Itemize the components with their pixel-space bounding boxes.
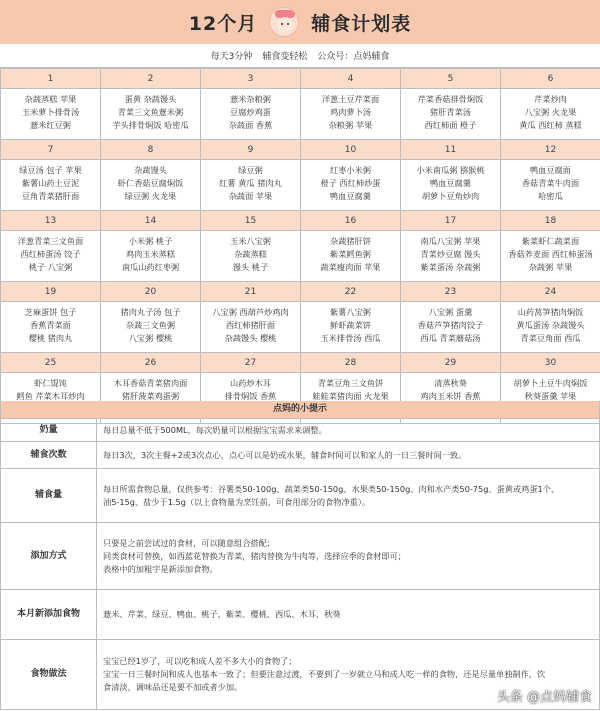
tips-heading: 点妈的小提示 bbox=[0, 401, 600, 418]
day-number: 21 bbox=[201, 282, 301, 302]
day-meals bbox=[501, 231, 600, 282]
tip-row bbox=[1, 442, 600, 469]
day-number: 5 bbox=[401, 69, 501, 89]
meal-item: 馒头 桃子 bbox=[232, 262, 269, 272]
meal-item: 杂蔬面 香蕉 bbox=[228, 120, 273, 130]
meal-item: 胡萝卜土豆牛肉焖饭 bbox=[513, 378, 588, 388]
day-number: 17 bbox=[401, 211, 501, 231]
meal-item: 蔬菜瘦肉面 苹果 bbox=[320, 262, 381, 272]
day-meals bbox=[501, 160, 600, 211]
meal-item: 猪肝菠菜鸡蛋粥 bbox=[121, 391, 180, 401]
tip-line: 每日3次，3次主餐+2或3次点心，点心可以是奶或水果，辅食时间可以和家人的一日三餐时间一致。 bbox=[103, 449, 467, 460]
tip-content bbox=[97, 523, 600, 590]
day-meals bbox=[501, 302, 600, 353]
meal-item: 豆腐炒鸡蛋 bbox=[230, 107, 271, 117]
meal-item: 山药莴笋猪肉焖饭 bbox=[517, 307, 584, 317]
meal-item: 紫菜蛋汤 杂蔬粥 bbox=[420, 262, 481, 272]
meal-item: 杂蔬猪肝饼 bbox=[330, 236, 371, 246]
meal-item: 杂蔬面 苹果 bbox=[228, 191, 273, 201]
day-number-row bbox=[1, 282, 600, 302]
meal-item: 八宝粥 火龙果 bbox=[524, 107, 577, 117]
meal-item: 南瓜山药红枣粥 bbox=[121, 262, 180, 272]
tip-content bbox=[97, 442, 600, 469]
meal-item: 清蒸秋葵 bbox=[434, 378, 467, 388]
meal-item: 玉米八宝粥 bbox=[230, 236, 271, 246]
day-number: 23 bbox=[401, 282, 501, 302]
day-number: 28 bbox=[301, 353, 401, 373]
tip-label: 添加方式 bbox=[1, 523, 97, 590]
day-number-row bbox=[1, 353, 600, 373]
meal-item: 玉米排骨汤 西瓜 bbox=[320, 333, 381, 343]
day-meals bbox=[1, 89, 101, 140]
meal-item: 蛋黄 杂蔬馒头 bbox=[124, 94, 177, 104]
tip-label: 辅食次数 bbox=[1, 442, 97, 469]
meal-item: 青菜豆角三文鱼饼 bbox=[317, 378, 384, 388]
meal-item: 芝麻蛋饼 包子 bbox=[24, 307, 77, 317]
meal-item: 桃子 八宝粥 bbox=[28, 262, 73, 272]
meal-item: 洋葱青菜三文鱼面 bbox=[17, 236, 84, 246]
tip-row bbox=[1, 590, 600, 640]
meal-item: 洋葱土豆芹菜面 bbox=[321, 94, 380, 104]
tip-line: 油5-15g、盐少于1.5g（以上食物量为烹饪前，可食用部分的食物净重）。 bbox=[103, 496, 371, 507]
tip-row bbox=[1, 469, 600, 523]
meal-item: 猪肝青菜汤 bbox=[430, 107, 471, 117]
subtitle-part: 公众号：点妈辅食 bbox=[317, 52, 390, 62]
day-number: 6 bbox=[501, 69, 600, 89]
day-number: 20 bbox=[101, 282, 201, 302]
meal-item: 紫菜虾仁蔬菜面 bbox=[521, 236, 580, 246]
day-meals bbox=[201, 89, 301, 140]
meal-item: 绿豆粥 火龙果 bbox=[124, 191, 177, 201]
tip-line: 同类食材可替换，如西蓝花替换为青菜，猪肉替换为牛肉等，选择应季的食材即可； bbox=[103, 550, 406, 561]
day-meals bbox=[101, 231, 201, 282]
meal-item: 橙子 西红柿炒蛋 bbox=[320, 178, 381, 188]
tip-label: 食物做法 bbox=[1, 640, 97, 710]
meal-item: 鳕鱼 芹菜木耳炒肉 bbox=[16, 391, 85, 401]
tip-row bbox=[1, 419, 600, 442]
meal-item: 鸭血豆腐面 bbox=[530, 165, 571, 175]
meal-item: 薏米杂粮粥 bbox=[230, 94, 271, 104]
meal-item: 鸡肉玉米蒸糕 bbox=[125, 249, 176, 259]
meal-item: 秋葵蛋羹 苹果 bbox=[524, 391, 577, 401]
meal-item: 西红柿蛋汤 饺子 bbox=[20, 249, 81, 259]
meal-item: 杂蔬三文鱼粥 bbox=[125, 320, 176, 330]
day-number: 14 bbox=[101, 211, 201, 231]
day-number: 24 bbox=[501, 282, 600, 302]
day-number: 25 bbox=[1, 353, 101, 373]
meal-item: 樱桃 猪肉丸 bbox=[28, 333, 73, 343]
meals-row bbox=[1, 231, 600, 282]
meal-item: 山药炒木耳 bbox=[230, 378, 271, 388]
day-number: 16 bbox=[301, 211, 401, 231]
day-meals bbox=[301, 89, 401, 140]
meal-item: 青菜炒豆腐 馒头 bbox=[420, 249, 481, 259]
day-number: 29 bbox=[401, 353, 501, 373]
meals-row bbox=[1, 89, 600, 140]
meal-item: 八宝粥 樱桃 bbox=[128, 333, 173, 343]
day-number: 10 bbox=[301, 140, 401, 160]
meal-item: 西红柿猪肝面 bbox=[225, 320, 276, 330]
meal-item: 鲜虾蔬菜饼 bbox=[330, 320, 371, 330]
day-meals bbox=[1, 231, 101, 282]
day-meals bbox=[501, 89, 600, 140]
tip-line: 每日所需食物总量，仅供参考：谷薯类50-100g、蔬菜类50-150g、水果类50-150g、肉和水产类50-75g、蛋黄或鸡蛋1个、 bbox=[103, 483, 560, 494]
day-meals bbox=[101, 302, 201, 353]
meal-item: 鸭血豆腐羹 bbox=[330, 191, 371, 201]
meal-item: 猪肉丸子汤 包子 bbox=[120, 307, 181, 317]
meal-item: 香菇青菜牛肉面 bbox=[521, 178, 580, 188]
day-number-row bbox=[1, 140, 600, 160]
meal-item: 鸡肉萝卜汤 bbox=[330, 107, 371, 117]
day-number: 18 bbox=[501, 211, 600, 231]
subtitle-part: 每天3分钟 bbox=[210, 52, 253, 62]
day-number: 4 bbox=[301, 69, 401, 89]
meal-item: 鸭血豆腐羹 bbox=[430, 178, 471, 188]
meals-row bbox=[1, 160, 600, 211]
meal-item: 芹菜炒肉 bbox=[534, 94, 567, 104]
tip-line: 宝宝已经1岁了，可以吃和成人差不多大小的食物了； bbox=[103, 656, 297, 666]
day-number: 13 bbox=[1, 211, 101, 231]
meal-item: 小米南瓜粥 猕猴桃 bbox=[416, 165, 485, 175]
meal-item: 红薯 黄瓜 猪肉丸 bbox=[219, 178, 282, 188]
tip-line: 宝宝一日三餐时间和成人也基本一致了；但要注意过渡，不要到了一岁就立马和成人吃一样的食物，还是尽量单独制作，饮 bbox=[103, 669, 546, 679]
meal-calendar bbox=[0, 68, 600, 424]
baby-avatar-icon bbox=[269, 7, 299, 37]
tip-content bbox=[97, 419, 600, 442]
meal-item: 蛙蛙菜猪肉面 火龙果 bbox=[312, 391, 389, 401]
meal-item: 芹菜香菇排骨焖饭 bbox=[417, 94, 484, 104]
tip-line: 每日总量不低于500ML，每次奶量可以根据宝宝需求来调整。 bbox=[103, 424, 327, 435]
meal-item: 西红柿面 橙子 bbox=[424, 120, 477, 130]
meal-item: 排骨焖饭 香蕉 bbox=[224, 391, 277, 401]
meal-item: 杂粮粥 苹果 bbox=[328, 120, 373, 130]
day-meals bbox=[301, 231, 401, 282]
tip-content bbox=[97, 590, 600, 640]
meal-item: 紫菜鳕鱼粥 bbox=[330, 249, 371, 259]
tip-line: 薏米、芹菜、绿豆、鸭血、桃子、紫菜、樱桃、西瓜、木耳、秋葵 bbox=[103, 609, 341, 619]
meal-item: 香菇荞麦面 西红柿蛋汤 bbox=[508, 249, 593, 259]
tip-label: 奶量 bbox=[1, 419, 97, 442]
day-meals bbox=[401, 89, 501, 140]
meal-item: 杂蔬馒头 樱桃 bbox=[224, 333, 277, 343]
meal-item: 胡萝卜豆角炒肉 bbox=[421, 191, 480, 201]
day-number: 11 bbox=[401, 140, 501, 160]
meal-item: 杂蔬蒸糕 苹果 bbox=[24, 94, 77, 104]
meals-row bbox=[1, 302, 600, 353]
meal-item: 红枣小米粥 bbox=[330, 165, 371, 175]
meal-item: 香菇芦笋猪肉饺子 bbox=[417, 320, 484, 330]
meal-item: 杂蔬馒头 bbox=[134, 165, 167, 175]
meal-item: 紫薯山药土豆泥 bbox=[21, 178, 80, 188]
meal-item: 小米粥 桃子 bbox=[128, 236, 173, 246]
meal-item: 黄瓜 西红柿 蒸糕 bbox=[519, 120, 582, 130]
meal-item: 杂蔬蒸糕 bbox=[234, 249, 267, 259]
title-right: 辅食计划表 bbox=[311, 12, 412, 35]
day-meals bbox=[201, 231, 301, 282]
meal-item: 杂蔬粥 苹果 bbox=[528, 262, 573, 272]
subtitle bbox=[0, 44, 600, 68]
day-number-row bbox=[1, 211, 600, 231]
tip-label: 辅食量 bbox=[1, 469, 97, 523]
watermark: 头条 @点妈辅食 bbox=[496, 690, 592, 705]
meal-item: 虾仁馄饨 bbox=[34, 378, 67, 388]
day-meals bbox=[401, 302, 501, 353]
meal-item: 南瓜八宝粥 苹果 bbox=[420, 236, 481, 246]
day-number: 9 bbox=[201, 140, 301, 160]
day-number: 26 bbox=[101, 353, 201, 373]
meal-item: 绿豆粥 bbox=[238, 165, 263, 175]
day-number: 3 bbox=[201, 69, 301, 89]
day-meals bbox=[1, 160, 101, 211]
tip-line: 表格中的加粗字是新添加食物。 bbox=[103, 563, 218, 574]
day-number: 27 bbox=[201, 353, 301, 373]
meal-item: 八宝粥 蛋羹 bbox=[428, 307, 473, 317]
day-number: 2 bbox=[101, 69, 201, 89]
tip-content bbox=[97, 469, 600, 523]
meal-item: 青菜三文鱼薏米粥 bbox=[117, 107, 184, 117]
tip-line: 食清淡，调味品还是要不加或者少加。 bbox=[103, 682, 243, 692]
meal-item: 木耳香菇青菜猪肉面 bbox=[113, 378, 188, 388]
meal-item: 青菜豆角面 西瓜 bbox=[520, 333, 581, 343]
meal-item: 芋头排骨焖饭 哈密瓜 bbox=[112, 120, 189, 130]
meal-item: 黄瓜蛋汤 杂蔬馒头 bbox=[516, 320, 585, 330]
day-meals bbox=[101, 160, 201, 211]
meal-item: 香蕉青菜面 bbox=[30, 320, 71, 330]
meal-item: 八宝粥 西葫芦炒鸡肉 bbox=[212, 307, 289, 317]
day-number: 19 bbox=[1, 282, 101, 302]
day-meals bbox=[101, 89, 201, 140]
day-number: 7 bbox=[1, 140, 101, 160]
day-meals bbox=[201, 302, 301, 353]
meal-item: 豆角青菜猪肝面 bbox=[21, 191, 80, 201]
meal-item: 鸡肉玉米饼 香蕉 bbox=[420, 391, 481, 401]
tips-table bbox=[0, 418, 600, 710]
title-left: 12个月 bbox=[188, 12, 258, 35]
meal-item: 哈密瓜 bbox=[538, 191, 563, 201]
day-number: 22 bbox=[301, 282, 401, 302]
day-number: 1 bbox=[1, 69, 101, 89]
day-meals bbox=[401, 160, 501, 211]
meal-item: 虾仁香菇豆腐焖饭 bbox=[117, 178, 184, 188]
day-meals bbox=[301, 302, 401, 353]
subtitle-part: 辅食变轻松 bbox=[262, 52, 308, 62]
tip-row bbox=[1, 523, 600, 590]
day-number-row bbox=[1, 69, 600, 89]
day-meals bbox=[301, 160, 401, 211]
meal-item: 西瓜 青菜蘑菇汤 bbox=[420, 333, 481, 343]
tip-line: 只要是之前尝试过的食材，可以随意组合搭配； bbox=[103, 537, 275, 548]
day-meals bbox=[401, 231, 501, 282]
day-number: 30 bbox=[501, 353, 600, 373]
day-number: 12 bbox=[501, 140, 600, 160]
meal-item: 薏米红豆粥 bbox=[30, 120, 71, 130]
meal-item: 紫薯八宝粥 bbox=[330, 307, 371, 317]
title-bar bbox=[0, 0, 600, 44]
day-meals bbox=[1, 302, 101, 353]
meal-item: 玉米萝卜排骨汤 bbox=[21, 107, 80, 117]
tip-label: 本月新添加食物 bbox=[1, 590, 97, 640]
meal-item: 绿豆汤 包子 苹果 bbox=[19, 165, 82, 175]
day-meals bbox=[201, 160, 301, 211]
day-number: 8 bbox=[101, 140, 201, 160]
day-number: 15 bbox=[201, 211, 301, 231]
